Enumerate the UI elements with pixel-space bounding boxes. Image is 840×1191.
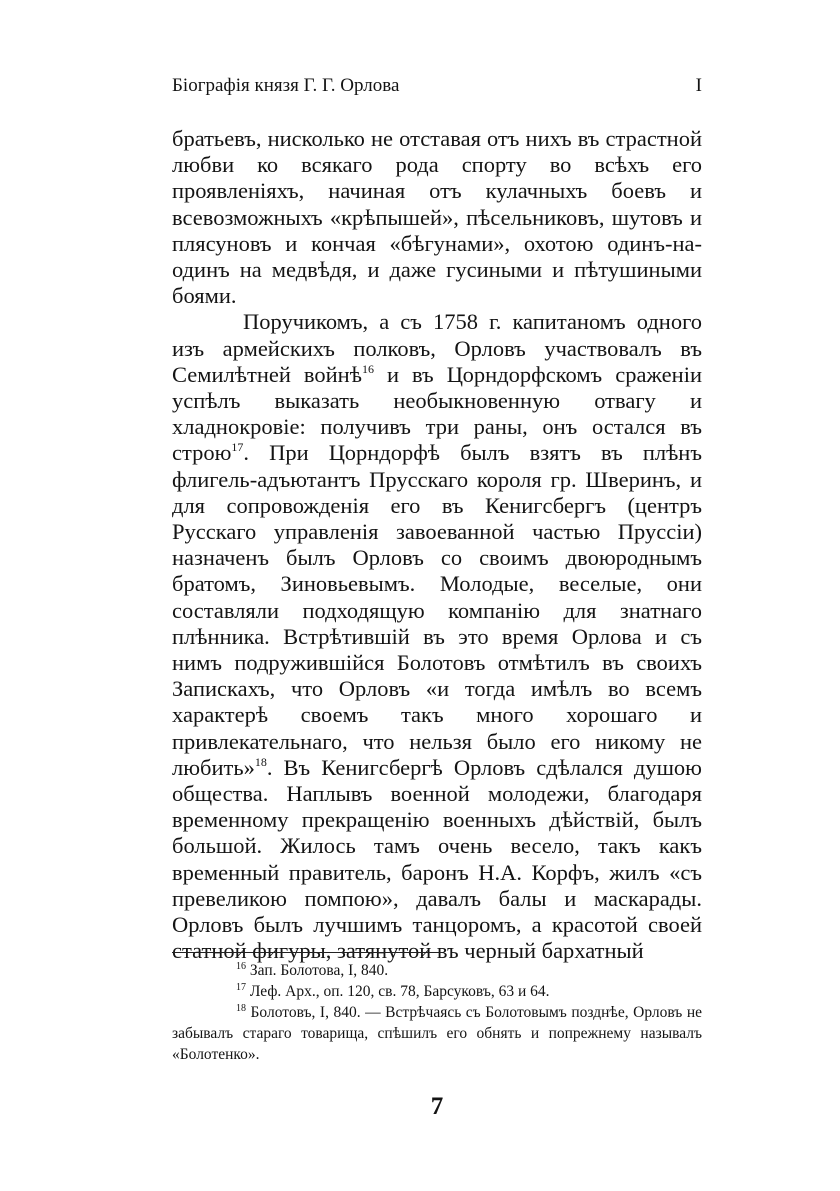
- footnote-17: [172, 981, 702, 1002]
- text-segment: Поручикомъ, а съ 1758 г. капитаномъ одного изъ армейскихъ полковъ, Орловъ участвовалъ въ Семилѣтней войнѣ: [172, 309, 702, 387]
- footnote-number: 18: [236, 1003, 246, 1014]
- text-segment: . При Цорндорфѣ былъ взятъ въ плѣнъ флигель-адъютантъ Прусскаго короля гр. Шверинъ, и для сопровожденiя его въ Кенигсбергъ (центръ Русскаго управленiя завоеванной частью Пруссiи) назначенъ былъ Орловъ со своимъ двоюроднымъ братомъ, Зиновьевымъ. Молодые, веселые, они составляли подходящую компанiю для знатнаго плѣнника. Встрѣтившiй въ это время Орлова и съ нимъ подружившiйся Болотовъ отмѣтилъ въ своихъ Запискахъ, что Орловъ «и тогда имѣлъ во всемъ характерѣ своемъ такъ много хорошаго и привлекательнаго, что нельзя было его никому не любить»: [172, 440, 702, 780]
- paragraph: братьевъ, нисколько не отставая отъ нихъ въ страстной любви ко всякаго рода спорту во всѣхъ его проявленiяхъ, начиная отъ кулачныхъ боевъ и всевозможныхъ «крѣпышей», пѣсельниковъ, шутовъ и плясуновъ и кончая «бѣгунами», охотою одинъ-на-одинъ на медвѣдя, и даже гусиными и пѣтушиными боями.: [172, 126, 702, 309]
- footnotes: [172, 960, 702, 1065]
- footnote-ref-18: 18: [254, 754, 267, 769]
- text-segment: . Въ Кенигсбергѣ Орловъ сдѣлался душою общества. Наплывъ военной молодежи, благодаря временному прекращенiю военныхъ дѣйствiй, былъ большой. Жилось тамъ очень весело, такъ какъ временный правитель, баронъ Н.А. Корфъ, жилъ «съ превеликою помпою», давалъ балы и маскарады. Орловъ былъ лучшимъ танцоромъ, а красотой своей статной фигуры, затянутой въ черный бархатный: [172, 754, 702, 964]
- footnote-number: 17: [236, 982, 246, 993]
- running-title: Біографія князя Г. Г. Орлова: [172, 75, 400, 96]
- running-header: [172, 74, 702, 98]
- paragraph: [172, 309, 702, 964]
- footnote-ref-16: 16: [361, 361, 374, 376]
- footnote-18: [172, 1002, 702, 1065]
- footnote-text: Зап. Болотова, I, 840.: [249, 962, 389, 979]
- footnote-text: Болотовъ, I, 840. — Встрѣчаясь съ Болотовымъ позднѣе, Орловъ не забывалъ стараго товарища, спѣшилъ его обнять и попрежнему называлъ «Болотенко».: [172, 1004, 702, 1063]
- footnote-text: Леф. Арх., оп. 120, св. 78, Барсуковъ, 63 и 64.: [249, 983, 550, 1000]
- footnote-number: 16: [236, 961, 246, 972]
- footnote-divider: [172, 952, 442, 953]
- footnote-ref-17: 17: [231, 440, 244, 455]
- chapter-number: I: [695, 75, 702, 96]
- footnote-16: [172, 960, 702, 981]
- page-number: 7: [430, 1093, 444, 1120]
- text-segment: и въ Цорндорфскомъ сраженiи успѣлъ выказать необыкновенную отвагу и хладнокровiе: получивъ три раны, онъ остался въ строю: [172, 361, 702, 466]
- main-text: [172, 126, 702, 965]
